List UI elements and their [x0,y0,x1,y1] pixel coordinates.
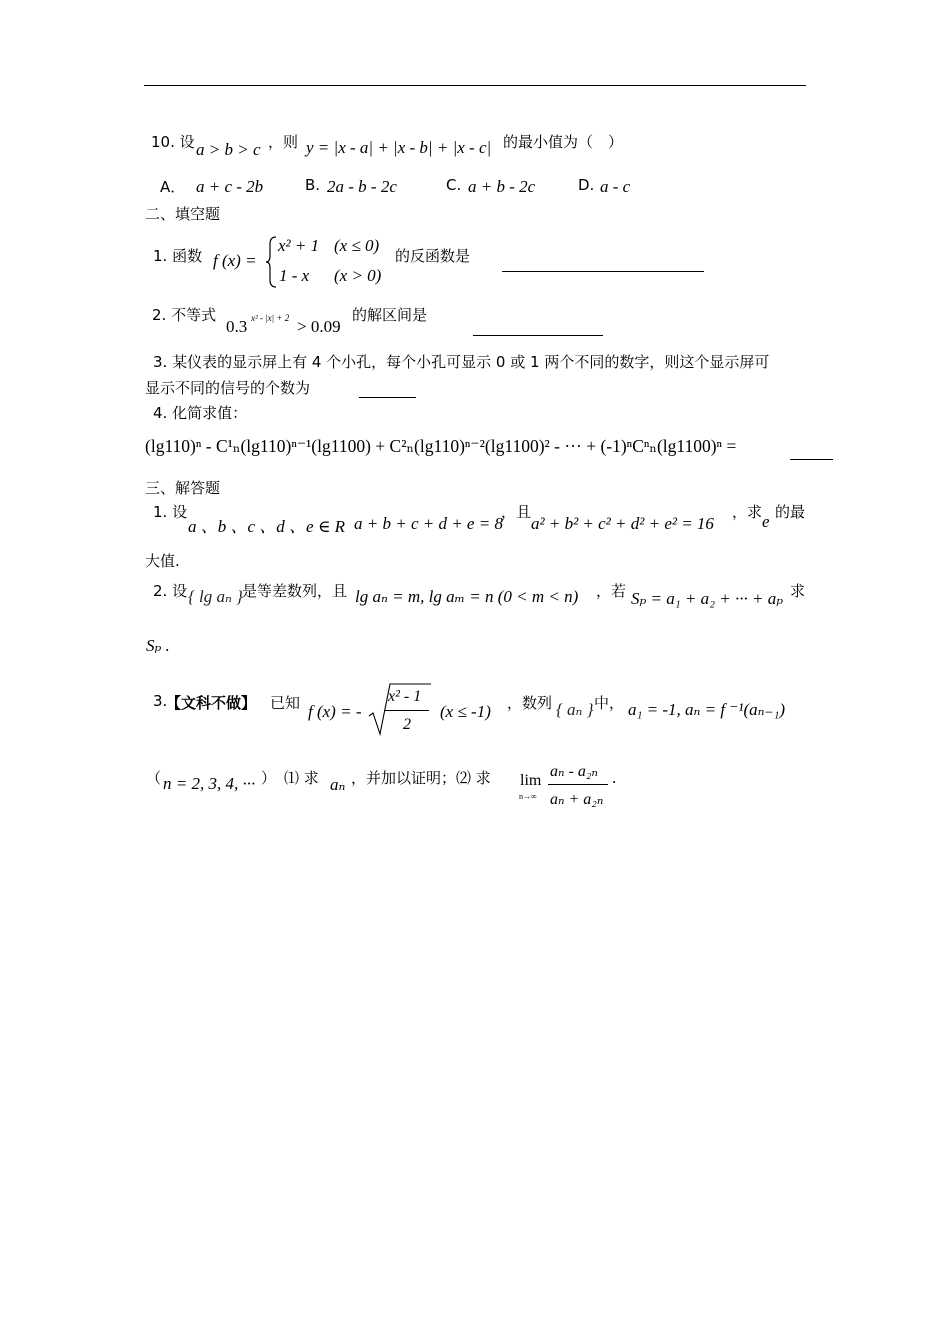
solve-q3-function: f (x) = - [308,702,362,721]
q10-sep: ，则 [268,133,299,151]
fill-q3-line-1: 3. 某仪表的显示屏上有 4 个小孔，每个小孔可显示 0 或 1 两个不同的数字，则这个显示屏可 [153,353,770,371]
solve-q3-open-paren: （ [146,769,162,787]
solve-q3-an: aₙ [330,775,346,794]
solve-q3-label: 3. [153,692,168,710]
fill-q2-answer-blank [473,335,603,336]
piecewise-brace [266,236,278,288]
q10-expression: y = |x - a| + |x - b| + |x - c| [306,138,492,157]
q10-option-a-label: A． [160,178,186,196]
fill-q1-answer-blank [502,271,704,272]
solve-q1-tail: 的最 [775,503,806,521]
solve-q3-n-range: n = 2, 3, 4, ··· [163,774,256,793]
fill-q4-label: 4. 化简求值： [153,404,248,422]
solve-q3-domain: (x ≤ -1) [440,702,491,721]
solve-q3-part-1-tail: ，并加以证明；⑵ 求 [351,769,491,787]
q10-option-c-label: C. [446,176,462,194]
solve-q3-close-paren: ） [261,769,277,787]
q10-option-c: a + b - 2c [468,177,536,196]
fill-q4-expression: (lg110)ⁿ - C¹ₙ(lg110)ⁿ⁻¹(lg1100) + C²ₙ(lg110)ⁿ⁻²(lg1100)² - ··· + (-1)ⁿCⁿₙ(lg1100)ⁿ = [145,436,737,456]
section-2-heading: 二、填空题 [145,205,221,223]
fill-q1-cond-1: (x ≤ 0) [334,236,380,255]
solve-q3-tag: 【文科不做】 [166,694,257,712]
fill-q2-exponent: x² - |x| + 2 [251,313,290,323]
fill-q3-answer-blank [359,397,416,398]
solve-q3-lim: lim [520,772,542,789]
solve-q3-end: . [612,768,617,787]
fill-q1-label: 1. 函数 [153,247,203,265]
solve-q3-lim-sub: n→∞ [519,792,537,801]
solve-q2-ask: 求 [790,582,806,600]
solve-q1-label: 1. 设 [153,503,188,521]
fill-q2-tail: 的解区间是 [352,306,428,324]
solve-q3-in: 中， [594,694,625,712]
fill-q1-cond-2: (x > 0) [334,266,382,285]
solve-q3-lim-numerator: aₙ - a₂ₙ [550,763,598,780]
solve-q2-condition: lg aₙ = m, lg aₘ = n (0 < m < n) [355,587,579,606]
solve-q3-numerator: x² - 1 [388,688,422,705]
solve-q2-if: ，若 [596,582,627,600]
solve-q3-seq-label: ，数列 [507,694,553,712]
fill-q1-case-1: x² + 1 [278,236,320,255]
section-3-heading: 三、解答题 [145,479,221,497]
fill-q1-tail: 的反函数是 [395,247,471,265]
fill-q4-answer-blank [790,459,833,460]
fill-q2-label: 2. 不等式 [152,306,217,324]
fill-q2-base: 0.3 [226,317,248,336]
solve-q3-lim-bar [548,784,608,785]
q10-tail: 的最小值为（ ） [503,133,624,151]
q10-condition: a > b > c [196,140,261,159]
solve-q3-fraction-bar [385,710,429,711]
fill-q1-case-2: 1 - x [279,266,310,285]
q10-option-a: a + c - 2b [196,177,264,196]
solve-q1-squares: a² + b² + c² + d² + e² = 16 [531,514,714,533]
solve-q1-vars: a 、b 、c 、d 、e ∈ R [188,517,346,536]
solve-q2-mid: 是等差数列，且 [242,582,348,600]
solve-q1-and: ，且 [501,503,532,521]
q10-option-b-label: B. [305,176,321,194]
solve-q3-part-1: ⑴ 求 [284,769,319,787]
q10-option-d-label: D. [578,176,595,194]
solve-q3-recurrence: a₁ = -1, aₙ = f ⁻¹(aₙ₋₁) [628,700,786,719]
q10-option-b: 2a - b - 2c [327,177,397,196]
solve-q1-line-2: 大值. [145,552,180,570]
solve-q2-sum-def: Sₚ = a₁ + a₂ + ··· + aₚ [631,589,784,608]
solve-q3-lim-denominator: aₙ + a₂ₙ [550,791,604,808]
fill-q3-line-2: 显示不同的信号的个数为 [145,379,311,397]
solve-q2-line-2: Sₚ . [146,636,170,655]
solve-q3-known: 已知 [270,694,301,712]
solve-q2-label: 2. 设 [153,582,188,600]
solve-q1-ask: ，求 [732,503,763,521]
solve-q1-e: e [762,512,770,531]
solve-q3-sequence: { aₙ } [556,700,594,719]
solve-q1-sum: a + b + c + d + e = 8 [354,514,503,533]
solve-q3-denominator: 2 [403,716,411,733]
header-rule [144,85,806,86]
q10-label: 10. 设 [151,133,195,151]
fill-q1-function: f (x) = [213,251,257,270]
fill-q2-rhs: > 0.09 [297,317,341,336]
q10-option-d: a - c [600,177,631,196]
solve-q2-sequence: { lg aₙ } [188,587,243,606]
